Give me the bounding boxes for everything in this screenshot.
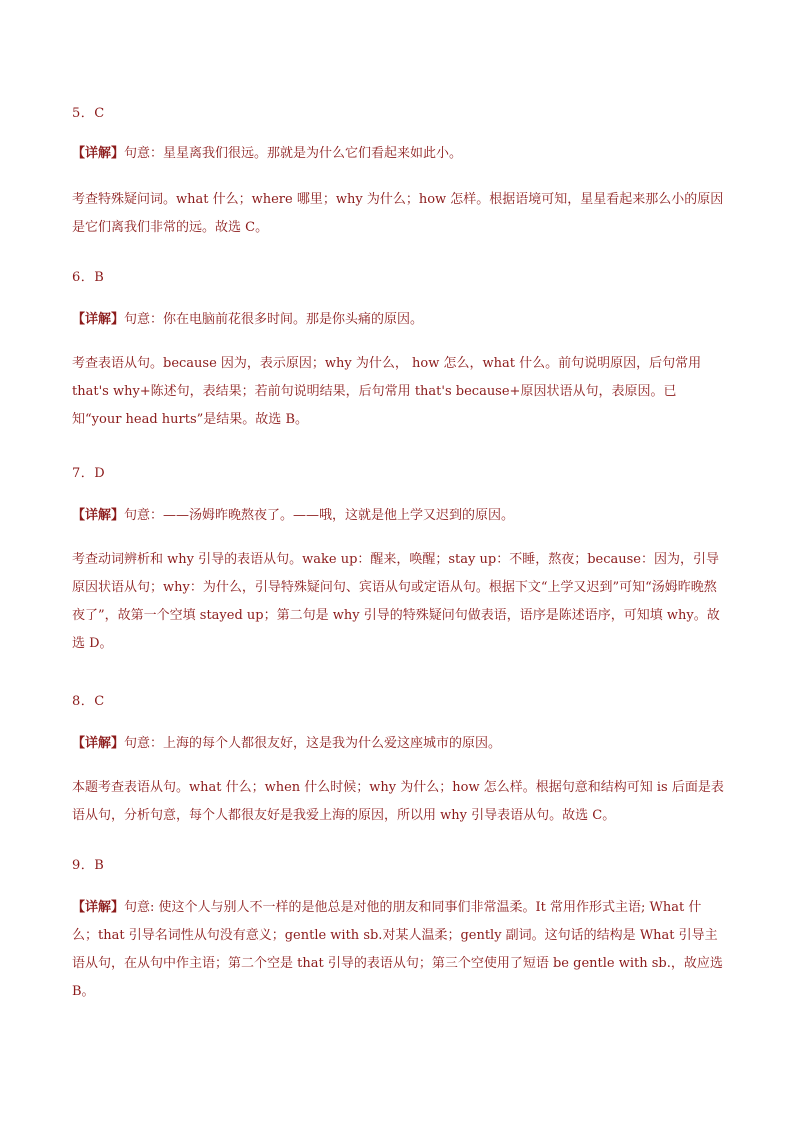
- detail-tag: 【详解】: [72, 736, 125, 751]
- analysis-text: 考查特殊疑问词。what 什么；where 哪里；why 为什么；how 怎样。根据语境可知，星星看起来那么小的原因是它们离我们非常的远。故选 C。: [72, 192, 724, 235]
- detail-line: [72, 894, 724, 1006]
- answer-number: 7．D: [72, 466, 106, 481]
- detail-tag: 【详解】: [72, 146, 125, 161]
- answer-number: 5．C: [72, 106, 105, 121]
- analysis-text: 考查动词辨析和 why 引导的表语从句。wake up：醒来，唤醒；stay up：不睡，熬夜；because：因为，引导原因状语从句；why：为什么，引导特殊疑问句、宾语从句或定语从句。根据下文“上学又迟到”可知“汤姆昨晚熬夜了”，故第一个空填 stayed up；第二句是 why 引导的特殊疑问句做表语，语序是陈述语序，可知填 why。故选 D。: [72, 552, 720, 651]
- detail-line: [72, 306, 724, 334]
- detail-line: [72, 502, 724, 530]
- translation-text: 句意：上海的每个人都很友好，这是我为什么爱这座城市的原因。: [124, 736, 502, 751]
- translation-text: 句意: 使这个人与别人不一样的是他总是对他的朋友和同事们非常温柔。It 常用作形式主语; What 什么；that 引导名词性从句没有意义；gentle with sb.对某人温柔；gently 副词。这句话的结构是 What 引导主语从句，在从句中作主语；第二个空是 that 引导的表语从句；第三个空使用了短语 be gentle with sb.，故应选 B。: [72, 900, 723, 999]
- detail-tag: 【详解】: [72, 508, 125, 523]
- detail-line: [72, 730, 724, 758]
- analysis-text: 考查表语从句。because 因为，表示原因；why 为什么， how 怎么，what 什么。前句说明原因，后句常用 that's why+陈述句，表结果；若前句说明结果，后句常用 that's because+原因状语从句，表原因。已知“your head hurts”是结果。故选 B。: [72, 356, 702, 427]
- detail-tag: 【详解】: [72, 312, 125, 327]
- detail-line: [72, 140, 724, 168]
- answer-number: 9．B: [72, 858, 105, 873]
- analysis-text: 本题考查表语从句。what 什么；when 什么时候；why 为什么；how 怎么样。根据句意和结构可知 is 后面是表语从句，分析句意，每个人都很友好是我爱上海的原因，所以用 why 引导表语从句。故选 C。: [72, 780, 724, 823]
- translation-text: 句意：——汤姆昨晚熬夜了。——哦，这就是他上学又迟到的原因。: [124, 508, 515, 523]
- answer-number: 8．C: [72, 694, 105, 709]
- translation-text: 句意：你在电脑前花很多时间。那是你头痛的原因。: [124, 312, 424, 327]
- answer-number: 6．B: [72, 270, 105, 285]
- detail-tag: 【详解】: [72, 900, 125, 915]
- translation-text: 句意：星星离我们很远。那就是为什么它们看起来如此小。: [124, 146, 463, 161]
